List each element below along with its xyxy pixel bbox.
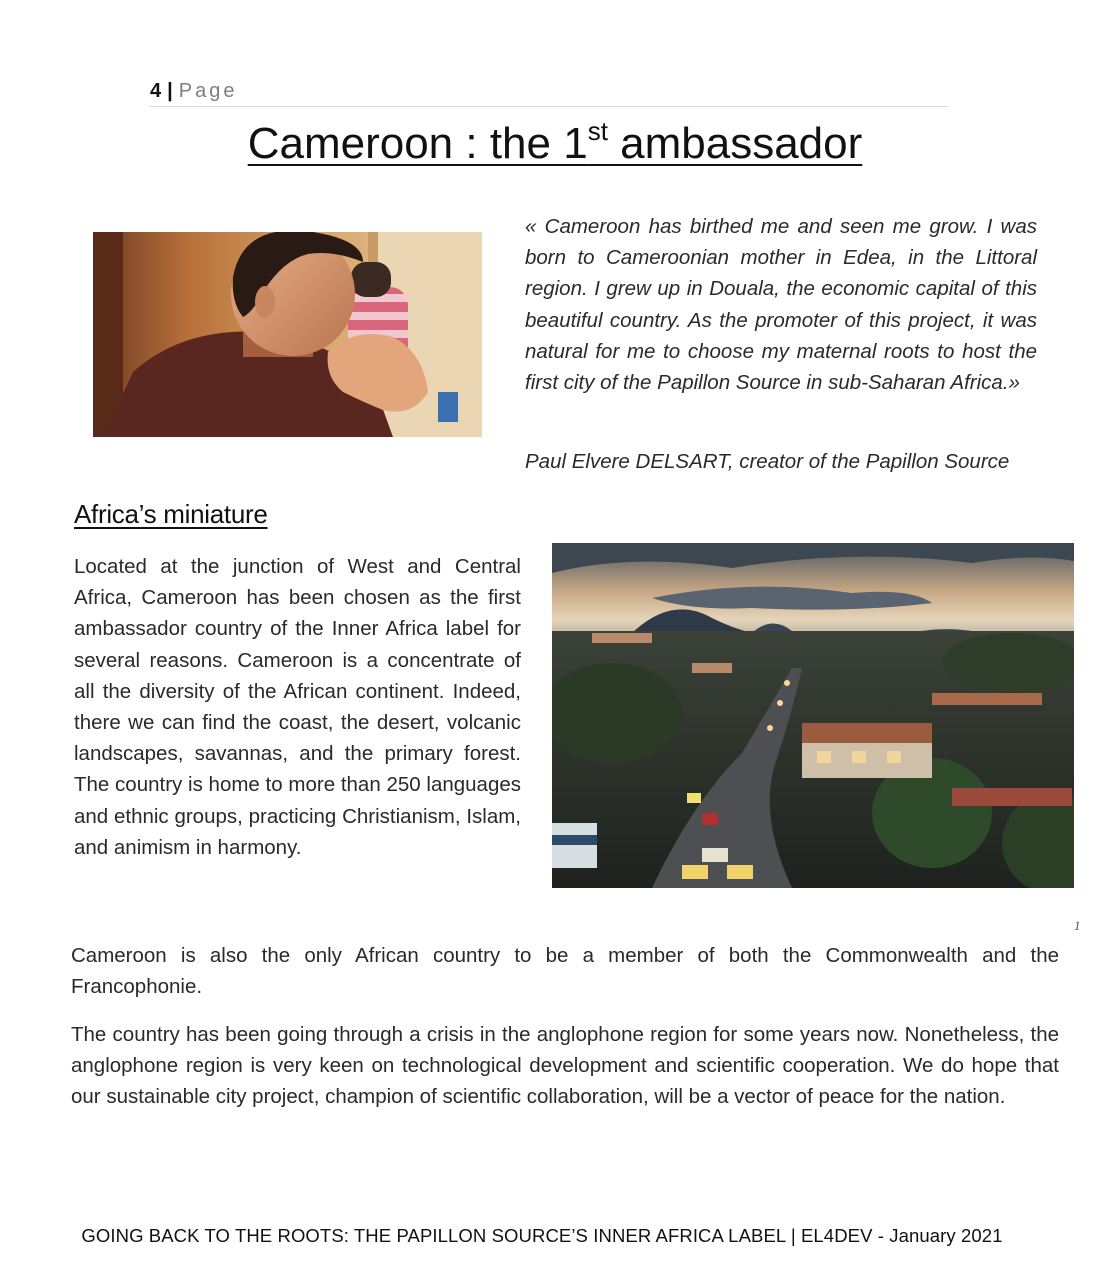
body-paragraph-2: The country has been going through a crisis in the anglophone region for some years now. Nonetheless, the anglophone region is very keen on technological development and scientific cooperation. We do hope that our sustainable city project, champion of scientific collaboration, will be a vector of peace for the nation. [71, 1023, 1059, 1109]
footnote-reference: 1 [1074, 918, 1081, 933]
quote-author: Paul Elvere DELSART, creator of the Papillon Source [525, 450, 1010, 473]
quote-text: « Cameroon has birthed me and seen me grow. I was born to Cameroonian mother in Edea, in the Littoral region. I grew up in Douala, the economic capital of this beautiful country. As the promoter of this project, it was natural for me to choose my maternal roots to host the first city of the Papillon Source in sub-Saharan Africa.» [525, 215, 1037, 395]
title-superscript: st [587, 116, 608, 146]
title-main: Cameroon : the 1 [247, 119, 588, 168]
section-heading: Africa’s miniature [74, 499, 268, 529]
page-footer: GOING BACK TO THE ROOTS: THE PAPILLON SOURCE’S INNER AFRICA LABEL | EL4DEV - January 2021 [81, 1225, 1003, 1246]
city-photo [552, 543, 1074, 888]
portrait-photo [93, 232, 482, 437]
city-photo-icon [552, 543, 1074, 888]
page-number-separator: | [167, 80, 173, 102]
portrait-photo-icon [93, 232, 482, 437]
page-header [150, 78, 948, 107]
page-label: Page [178, 80, 238, 102]
page-title [0, 116, 1098, 172]
title-rest: ambassador [607, 119, 863, 168]
body-paragraph-1: Cameroon is also the only African country to be a member of both the Commonwealth and the Francophonie. [71, 944, 1059, 999]
page-number: 4 [150, 80, 162, 102]
section-paragraph: Located at the junction of West and Central Africa, Cameroon has been chosen as the first ambassador country of the Inner Africa label for several reasons. Cameroon is a concentrate of all the diversity of the African continent. Indeed, there we can find the coast, the desert, volcanic landscapes, savannas, and the primary forest. The country is home to more than 250 languages and ethnic groups, practicing Christianism, Islam, and animism in harmony. [74, 555, 521, 859]
